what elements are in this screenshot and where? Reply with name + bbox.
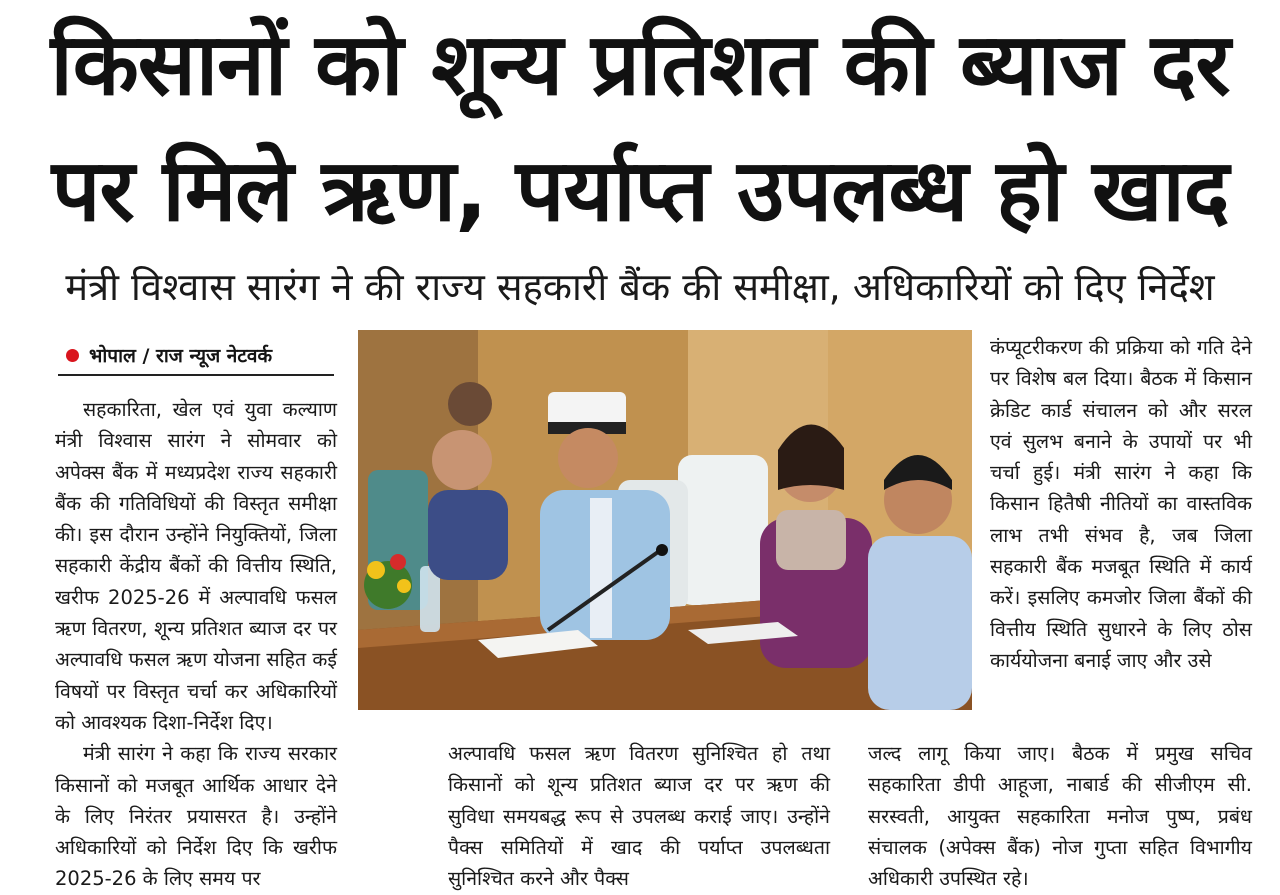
subheadline: मंत्री विश्वास सारंग ने की राज्य सहकारी बैंक की समीक्षा, अधिकारियों को दिए निर्देश: [65, 265, 1215, 309]
headline-line-2: पर मिले ऋण, पर्याप्त उपलब्ध हो खाद: [51, 141, 1229, 241]
article-paragraph-1: सहकारिता, खेल एवं युवा कल्याण मंत्री विश्वास सारंग ने सोमवार को अपेक्स बैंक में मध्यप्रदेश राज्य सहकारी बैंक की गतिविधियों की विस्तृत समीक्षा की। इस दौरान उन्होंने नियुक्तियों, जिला सहकारी केंद्रीय बैंकों की वित्तीय स्थिति, खरीफ 2025-26 में अल्पावधि फसल ऋण वितरण, शून्य प्रतिशत ब्याज दर पर अल्पावधि फसल ऋण योजना सहित कई विषयों पर विस्तृत चर्चा कर अधिकारियों को आवश्यक दिशा-निर्देश दिए।: [55, 398, 337, 734]
article-column-2: [448, 738, 830, 894]
dateline-text: भोपाल / राज न्यूज नेटवर्क: [89, 345, 273, 367]
article-paragraph-4: कंप्यूटरीकरण की प्रक्रिया को गति देने पर विशेष बल दिया। बैठक में किसान क्रेडिट कार्ड संचालन को और सरल एवं सुलभ बनाने के उपायों पर भी चर्चा हुई। मंत्री सारंग ने कहा कि किसान हितैषी नीतियों का वास्तविक लाभ तभी संभव है, जब जिला सहकारी बैंक मजबूत स्थिति में कार्य करें। इसलिए कमजोर जिला बैंकों की वित्तीय स्थिति सुधारने के लिए ठोस कार्ययोजना बनाई जाए और उसे: [990, 336, 1252, 672]
meeting-photo: [358, 330, 972, 710]
article-column-3-top: [990, 332, 1252, 676]
headline-line-1: किसानों को शून्य प्रतिशत की ब्याज दर: [50, 15, 1230, 115]
article-column-3-bottom: [868, 738, 1252, 894]
article-paragraph-5: जल्द लागू किया जाए। बैठक में प्रमुख सचिव सहकारिता डीपी आहूजा, नाबार्ड की सीजीएम सी. सरस्वती, आयुक्त सहकारिता मनोज पुष्प, प्रबंध संचालक (अपेक्स बैंक) नोज गुप्ता सहित विभागीय अधिकारी उपस्थित रहे।: [868, 742, 1252, 891]
dateline: [66, 342, 272, 368]
article-paragraph-2: मंत्री सारंग ने कहा कि राज्य सरकार किसानों को मजबूत आर्थिक आधार देने के लिए निरंतर प्रयासरत है। उन्होंने अधिकारियों को निर्देश दिए कि खरीफ 2025-26 के लिए समय पर: [55, 742, 337, 891]
dateline-rule: [58, 374, 334, 376]
article-column-1: [55, 394, 337, 895]
article-paragraph-3: अल्पावधि फसल ऋण वितरण सुनिश्चित हो तथा किसानों को शून्य प्रतिशत ब्याज दर पर ऋण की सुविधा समयबद्ध रूप से उपलब्ध कराई जाए। उन्होंने पैक्स समितियों में खाद की पर्याप्त उपलब्धता सुनिश्चित करने और पैक्स: [448, 742, 830, 891]
bullet-dot-icon: [66, 349, 79, 362]
